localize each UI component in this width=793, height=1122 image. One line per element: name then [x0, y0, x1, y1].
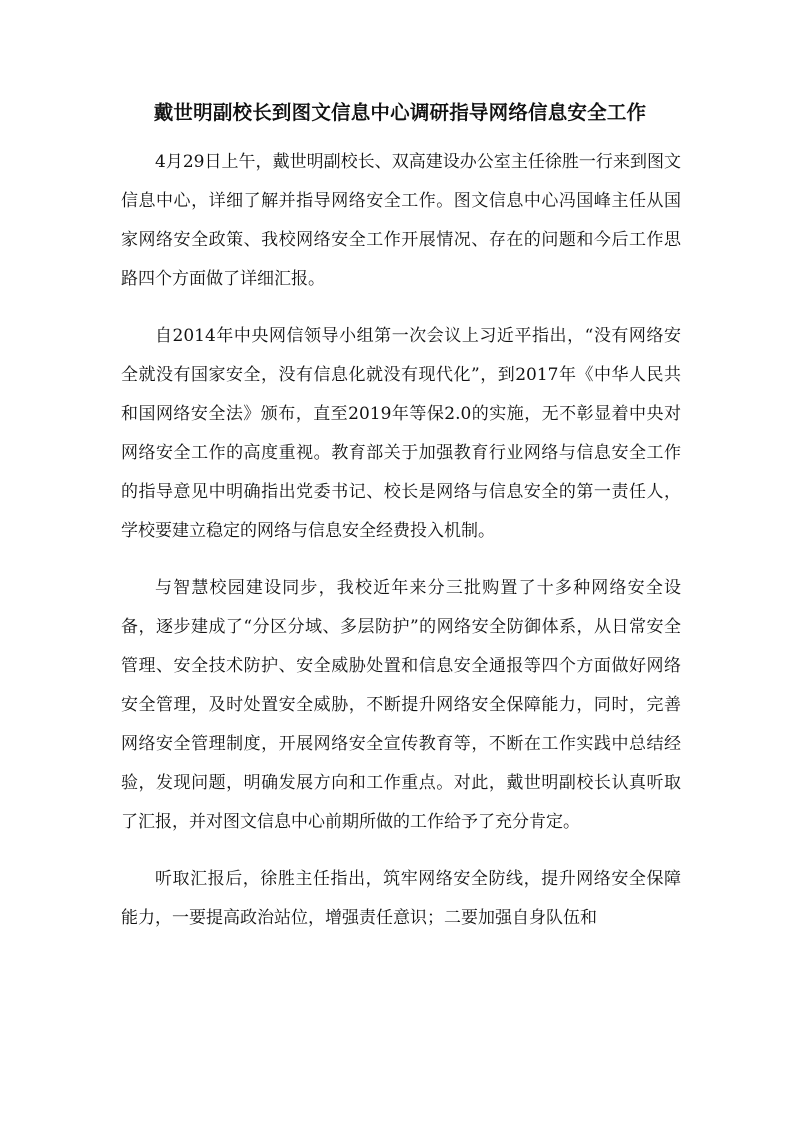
document-title: 戴世明副校长到图文信息中心调研指导网络信息安全工作 — [153, 101, 647, 124]
paragraph-4: 听取汇报后，徐胜主任指出，筑牢网络安全防线，提升网络安全保障能力，一要提高政治站位，增强责任意识；二要加强自身队伍和 — [121, 869, 681, 928]
paragraph-1: 4月29日上午，戴世明副校长、双高建设办公室主任徐胜一行来到图文信息中心，详细了解并指导网络安全工作。图文信息中心冯国峰主任从国家网络安全政策、我校网络安全工作开展情况、存在的问题和今后工作思路四个方面做了详细汇报。 — [121, 152, 681, 289]
document-body — [121, 143, 681, 938]
paragraph-2: 自2014年中央网信领导小组第一次会议上习近平指出，“没有网络安全就没有国家安全，没有信息化就没有现代化”，到2017年《中华人民共和国网络安全法》颁布，直至2019年等保2.0的实施，无不彰显着中央对网络安全工作的高度重视。教育部关于加强教育行业网络与信息安全工作的指导意见中明确指出党委书记、校长是网络与信息安全的第一责任人，学校要建立稳定的网络与信息安全经费投入机制。 — [121, 326, 681, 541]
paragraph-3: 与智慧校园建设同步，我校近年来分三批购置了十多种网络安全设备，逐步建成了“分区分域、多层防护”的网络安全防御体系，从日常安全管理、安全技术防护、安全威胁处置和信息安全通报等四个方面做好网络安全管理，及时处置安全威胁，不断提升网络安全保障能力，同时，完善网络安全管理制度，开展网络安全宣传教育等，不断在工作实践中总结经验，发现问题，明确发展方向和工作重点。对此，戴世明副校长认真听取了汇报，并对图文信息中心前期所做的工作给予了充分肯定。 — [121, 578, 681, 832]
